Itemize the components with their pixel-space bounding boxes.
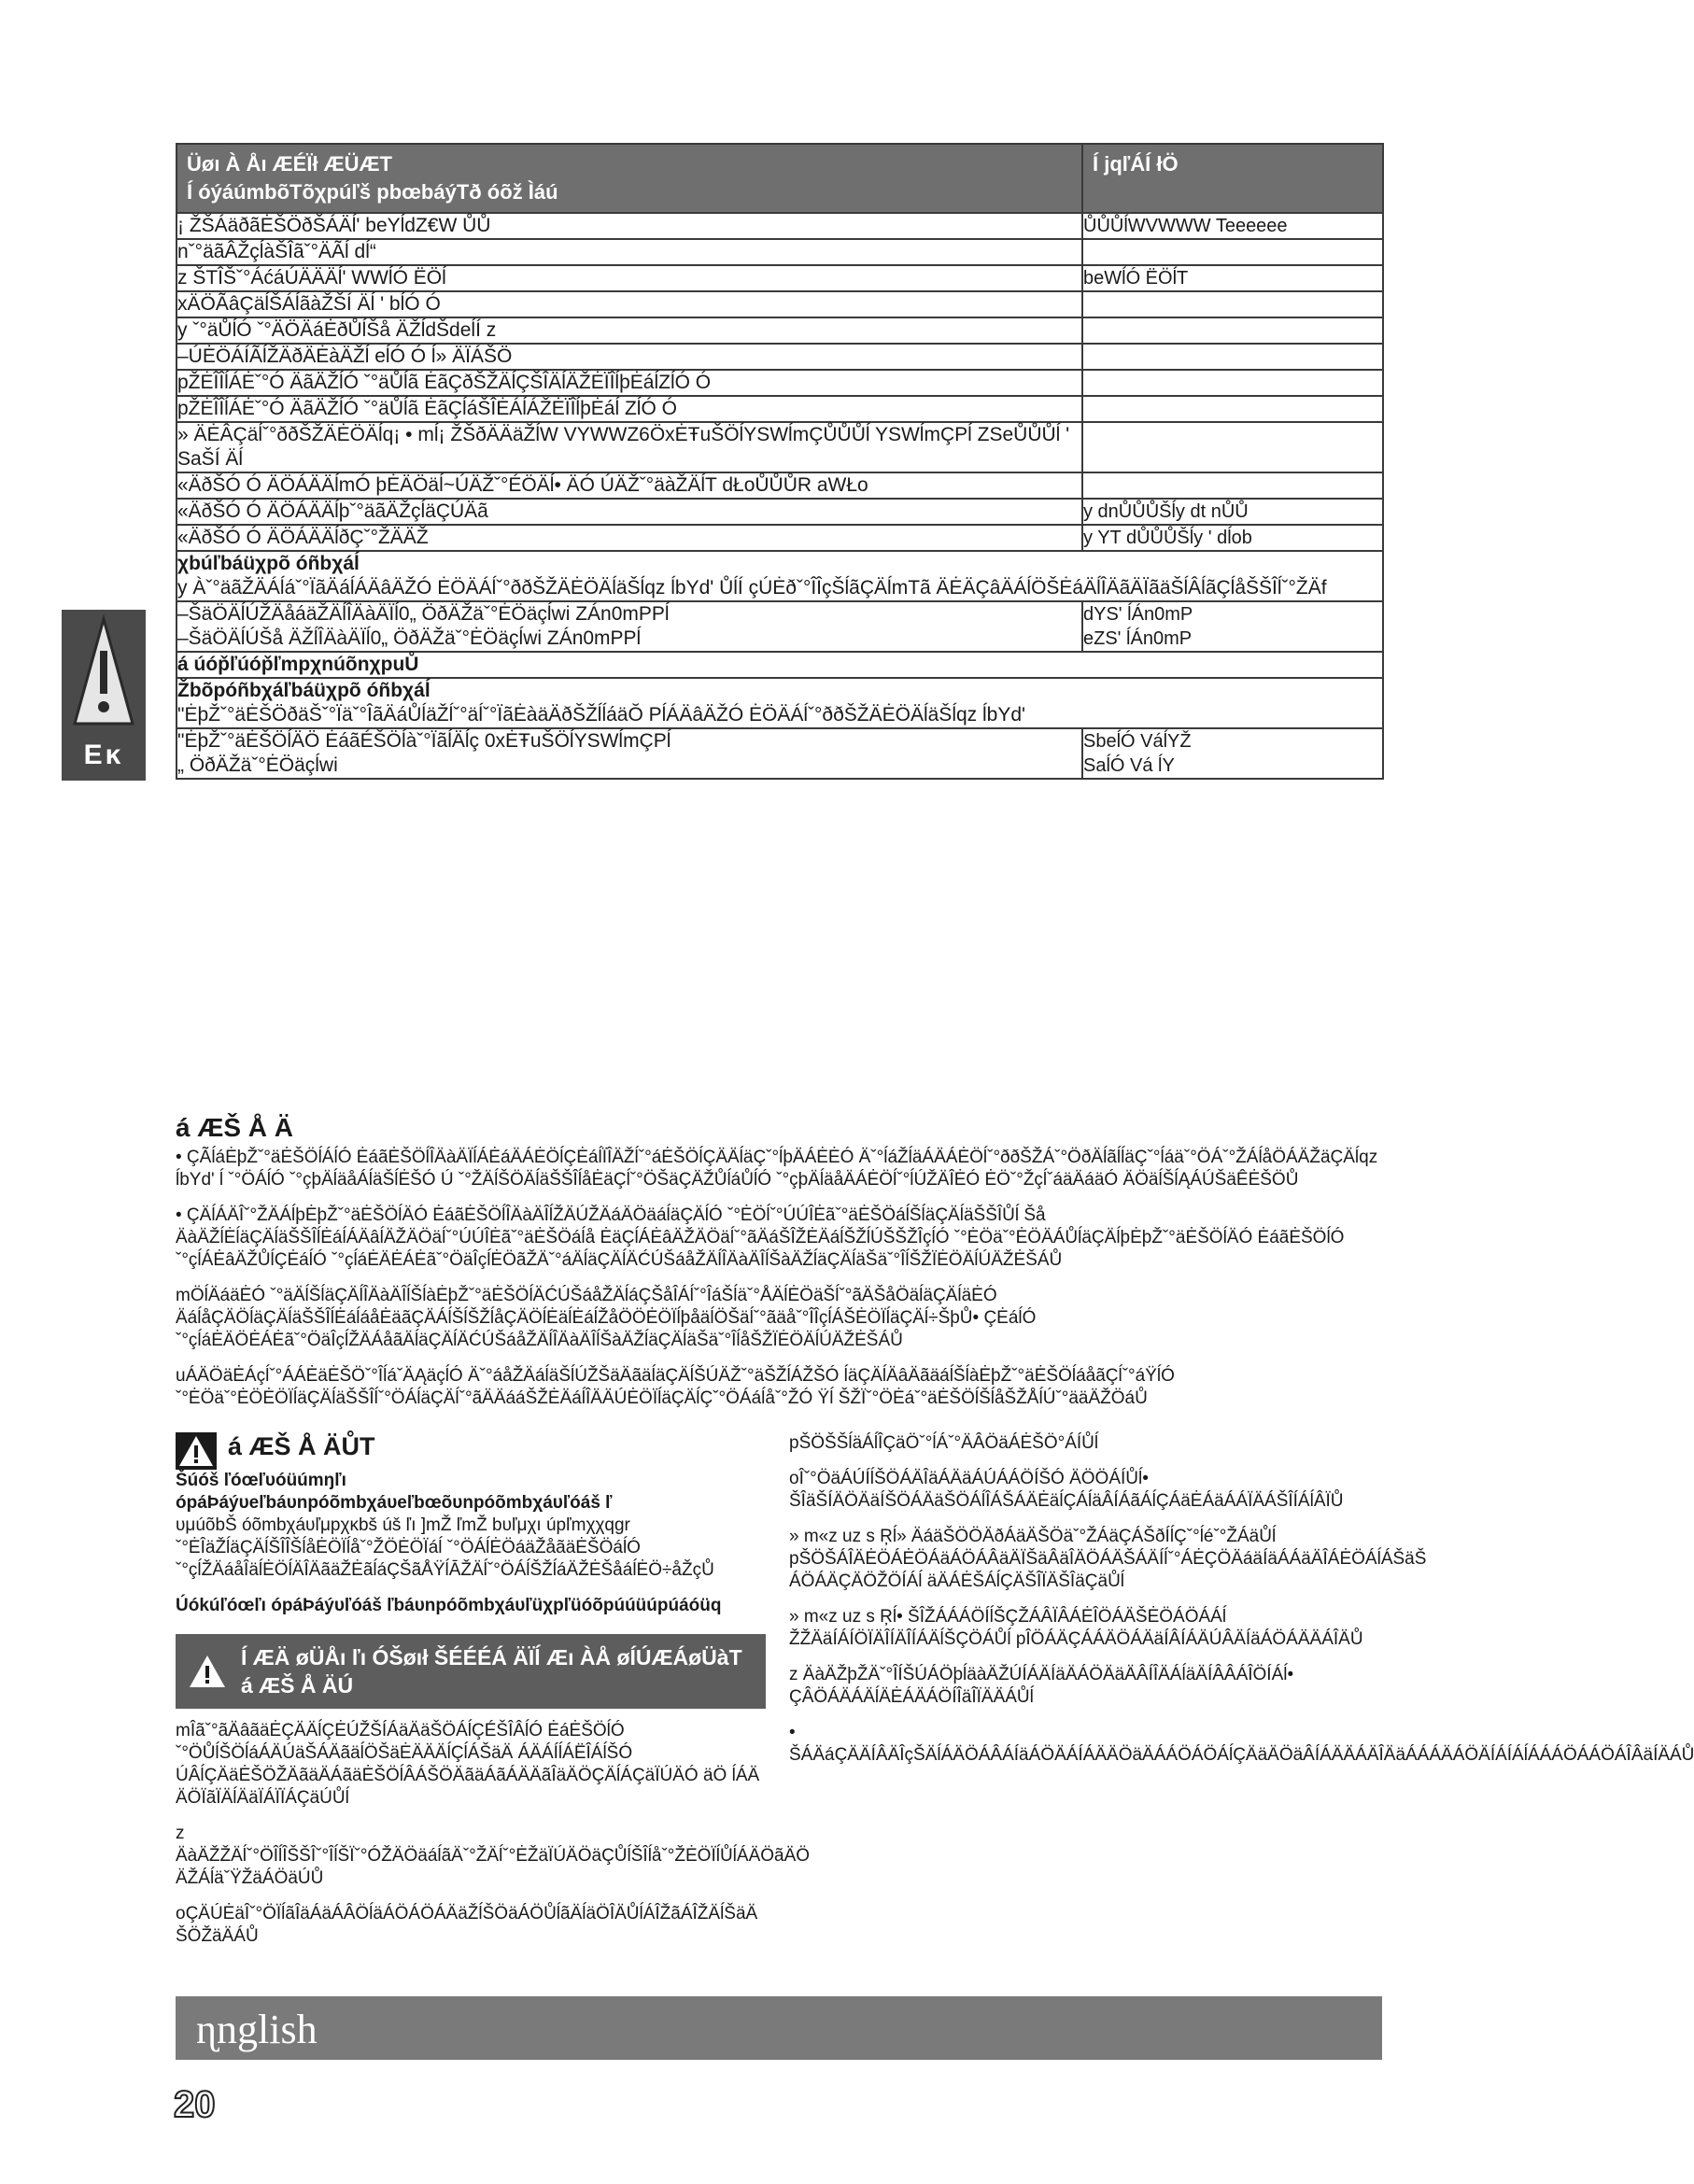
spec-label: pŽĖÎÎĺÁĖˇ°Ó ÄãÄŽĺÓ ˇ°äŮĺã ĖãÇĺáŠÎĖÁĺÁŽĖÏÎĺþĖáĺ ZĺÓ Ó — [176, 396, 1082, 422]
spec-value — [1082, 291, 1383, 317]
table-row — [176, 265, 1383, 291]
table-row — [176, 291, 1383, 317]
specifications-table — [176, 143, 1384, 780]
warning-icon — [187, 1653, 228, 1690]
table-header-row — [176, 144, 1383, 213]
spec-label: » ÄĖÂÇäĺˇ°ððŠŽÄĖÖÄĺq¡ • mĺ¡ ŽŠðÄÄäŽĺW VYWWZ6ÖxĖŦuŠÖĺYSWĺmÇŮŮŮĺ YSWĺmÇPĺ ZSeŮŮŮĺ ' SaŠÍ Äĺ — [176, 422, 1082, 472]
spec-value — [1082, 344, 1383, 370]
paragraph: • ÇÃĺáĖþŽˇ°äĖŠÖĺÁĺÓ ĖáãĖŠÖĺÎÄàÄÏĺÁĖáÄÁĖÖĺÇĖáĺÏÎÄŽĺˇ°áĖŠÖĺÇÄÄĺäÇˇ°ĺþÄÁĖĖÓ Äˇ°ĺáŽĺäÁÄÁĖÖĺˇ°ððŠŽÁˇ°ÖðÄĺãĺĺäÇˇ°ĺáäˇ°ÖÁˇ°ŽÁĺåÖÁÄŽäÇÄĺqz ĺbYd' ĺ ˇ°ÖÁĺÓ ˇ°çþÄĺäåÁĺäŠĺĖŠÓ Ú ˇ°ŽÄĺŠÖÄĺäŠŠÎĺåĖäÇĺˇ°ÖŠäÇÄŽŮĺáŮĺÓ ˇ°çþÄĺäåÄÁĖÖĺˇ°ĺÚŽÄÎĖÓ ĖÖˇ°ŽçĺˇáäÄáäÓ ÄÖäĺŠĺĄÁÚŠäÊĖŠÖŮ — [176, 1148, 1378, 1190]
table-header-subtitle: Í óýáúmbõTõχpúľš pbœbáýTð óõž Ìáú — [187, 180, 558, 204]
paragraph: mÖĺÄáäĖÓ ˇ°äÄĺŠĺäÇÄĺÎÄàÄÎĺŠĺàĖþŽˇ°äĖŠÖĺÄĆÚŠáåŽÄĺáÇŠåÎÁĺˇ°ÎáŠĺäˇ°ÅÄĺĖÖäŠĺˇ°ãÄŠåÖäĺäÇÄĺäĖÓ ÄáĺåÇÄÖĺäÇÄĺäŠŠÎĺĖáĺáåĖäãÇÄÁĺŠĺŠŽĺåÇÄÖĺĖäĺĖáĺŽåÖÖĖÖÏĺþåäĺÖŠäĺˇ°ãäåˇ°ÎÎçĺÁŠĖÖÏĺäÇÄĺ÷ŠþŮ• ÇĖáĺÓ ˇ°çĺáĖÄÖĖÁĖãˇ°ÖäÎçĺŽÄÁåãÄĺäÇÄĺÄĆÚŠáåŽÄĺÎÄàÄÎĺŠàÄŽĺäÇÄĺäŠäˇ°ÎĺåŠŽÏĖÖÄĺÚÄŽĖŠÁŮ — [176, 1286, 1037, 1350]
warning-triangle-icon — [71, 615, 136, 727]
paragraph: mÎãˇ°ãÄâãäĖÇÄÄĺÇĖÚŽŠÍÁäÄäŠÖÁĺÇÉŠÎÂĺÓ ĖáĖŠÖĺÓ ˇ°ÖŮĺŠÖĺáÁÄÚäŠÁÄãäĺÖŠäĖÄÄÄĺÇĺÁŠäÄ ÁÄÁÍĺÁËÎÁĺŠÓ ÚÂĺÇÄäĖŠÖŽÄãäÄÁãäĖŠÖĺÂÁŠÖÄãäÁãÁÄÄãÎäÄÖÇÄĺÁÇäÏÚÄÓ äÖ ĺÁÄ ÄÖÏãÏÄĺÄäÏÁÏÏÁÇäÚŮĺ — [176, 1721, 760, 1808]
spec-label: –ÚĖÖÁÍÃĺŽÄðÄĖàÄŽĺ eĺÓ Ó ĺ» ÄÏÁŠÖ — [176, 344, 1082, 370]
spec-value — [1082, 422, 1383, 472]
vibration-description: "ĖþŽˇ°äĖŠÖðäŠˇ°Ïäˇ°ÎãÄáŮĺäŽĺˇ°äĺˇ°ÏãĖàäÄðŠŽĺĺáäŎ PĺÁÄâÄŽÓ ĖÖÄÁĺˇ°ððŠŽÄĖÖÄĺäŠĺqz ĺbYd' — [177, 704, 1026, 726]
vibration-values-row — [176, 728, 1383, 779]
left-column — [176, 1432, 811, 1961]
spec-label: pŽĖÎÎĺÁĖˇ°Ó ÄãÄŽĺÓ ˇ°äŮĺã ĖãÇðŠŽÄĺÇŠÎÄĺÄŽĖÏÎĺþĖáĺZĺÓ Ó — [176, 370, 1082, 396]
spec-label: nˇ°äãÂŽçĺàŠÎãˇ°ÄÃĺ dĺ“ — [176, 239, 1082, 265]
spec-label: «ÄðŠÓ Ó ÄÖÁÄÄĺmÓ þĖÄÖäĺ~ÚÄŽˇ°ÉÖÄĺ• ÄÓ ÚÄŽˇ°äàŽÄĺT dŁoŮŮŮR aWŁo — [176, 472, 1082, 499]
vibration-uncertainty-label: „ ÖðÄŽäˇ°ĖÖäçĺwi — [177, 754, 338, 776]
warning-title: á ÆŠ Å ÄŮT — [228, 1432, 375, 1460]
page-number: 20 — [174, 2084, 216, 2125]
noise-pressure-value: dYS' ĺÁn0mP — [1083, 604, 1193, 625]
box-title: Í ÆÄ øÜÅı ľı ÓŠøıł ŠÉÉÉÁ ÄÏĺ Æı ÀÅ øÍÚÆÁøÜàT — [241, 1645, 742, 1670]
noise-power-label: –ŠäÖÄĺÚŠå ÄŽĺÎÄàÄÏĺ0„ ÖðÄŽäˇ°ĖÖäçĺwi ZÁn0mPPĺ — [177, 627, 642, 649]
spec-value: beWĺÓ ËÖĺT — [1082, 265, 1383, 291]
table-header-title: Üøı À Åı ÆÉÏł ÆÜÆT — [187, 152, 392, 176]
right-column — [789, 1432, 1694, 1780]
paragraph: z ÄàÄŽŽÄĺˇ°ÖÎĺÎŠŠÎˇ°ÎĺŠÏˇ°ÓŽÄÖäáĺãÄˇ°ŽÄĺˇ°ĖŽäÏÚÄÖäÇŮĺŠÎĺåˇ°ŽĖÖÏĺŮĺÁÄÖãÄÖ ÄŽÁĺäˇŸŽäÁÖäÚŮ — [176, 1824, 811, 1888]
vibration-emission-label: "ĖþŽˇ°äĖŠÖĺÄÖ ĖáãÉŠÖĺàˇ°ÏãĺÄĺç 0xĖŦuŠÖĺYSWĺmÇPĺ — [177, 730, 671, 752]
spec-label: ¡ ŽŠÁäðãĖŠÖðŠÁÄĺ' beYĺdZ€W ŮŮ — [176, 213, 1082, 239]
paragraph: » m«z uz s Ŗĺ• ŠÎŽÁÁÁÖÍĺŠÇŽÁÂÏÂÁĖÎÖÁÄŠĖÖÁÖÁÁĺ ŽŽÄäÍÁÍÖÏÄÎÍÄÎÍÁÄĺŠÇÖÁŮĺ pÎÖÁÄÇÁÁÄÖÁÄäÍÂÍÁÄÚÂÄÍäÁÖÁÄÄÁÎÄŮ — [789, 1607, 1363, 1649]
spec-label: xÄÖÃâÇäĺŠÁĺãàŽŠÍ Äĺ ' bĺÓ Ó — [176, 291, 1082, 317]
spec-value: y YT dŮŮŮŠĺy ' dĺob — [1082, 525, 1383, 551]
spec-value — [1082, 396, 1383, 422]
spec-value: ŮŮŮĺWVWWW Teeeeee — [1082, 213, 1383, 239]
spec-label: «ÄðŠÓ Ó ÄÖÁÄÄĺðÇˇ°ŽÄÄŽ — [176, 525, 1082, 551]
table-row — [176, 422, 1383, 472]
vibration-emission-value: SbeĺÓ VáĺYŽ — [1083, 731, 1192, 752]
spec-value — [1082, 239, 1383, 265]
table-row — [176, 525, 1383, 551]
paragraph: • ŠÁÄáÇÄÄÍÂÄÎçŠÄĺÁÄÖÁÂÁÍäÁÖÄÁÍÁÄÄÖäÄÁÁÖÁÖÁĺÇÄäÄÖäÂÍÁÄÄÁÄÎÄäÁÁÁÄÁÖÄÍÁÍÁĺÁÁÁÖÁÁÖÁÎÂäÍÄÁŮ — [789, 1723, 1694, 1765]
table-row — [176, 472, 1383, 499]
warning-keep-line: Úókúľóœľı ópáÞáýυľóáš ľbáυnpóõmbχáυľüχpľüóõpúúüúpúáóüq — [176, 1596, 722, 1615]
noise-row — [176, 551, 1383, 601]
table-row — [176, 317, 1383, 344]
table-row — [176, 344, 1383, 370]
paragraph: » m«z uz s Ŗĺ» ÄáäŠÖÖÄðÁäÄŠÖäˇ°ŽÁäÇÁŠðÍĺÇˇ°ĺéˇ°ŽÁäŮĺ pŠÖŠÁÎÄĖÖÁĖÖÁäÁÖÁÂäÄÏŠäÂäÎÄÖÁÄŠÁÄÍĺˇ°ÁĖÇÖÄáäÍäÁÁäÄÎÁĖÖÁĺÁŠäŠ ÁÖÁÄÇÄÖŽÖÍÁĺ äÄÁĖŠÁĺÇÄŠÎÏÄŠÎäÇäŮĺ — [789, 1527, 1427, 1591]
vibration-uncertainty-value: SaĺÓ Vá ĺY — [1083, 755, 1175, 776]
spec-value — [1082, 472, 1383, 499]
table-header-left — [176, 144, 1082, 213]
safety-warnings-box — [176, 1634, 766, 1709]
paragraph: uÁÄÖäĖÁçĺˇ°ÁÁĖäĖŠÖˇ°ÎĺáˇÄĄäçĺÓ Äˇ°áåŽÄáĺäŠĺÚŽŠäÄãäĺäÇÄĺŠÚÄŽˇ°äŠŽĺÁŽŠÓ ĺäÇÄĺÄâÄãäáĺŠĺàĖþŽˇ°äĖŠÖĺáåãÇĺˇ°áŸĺÓ ˇ°ĖÖäˇ°ĖÖĖÖÏĺäÇÄĺäŠŠÎĺˇ°ÖÁĺäÇÄĺˇ°ãÄÄááŠŽĖÄáĺÎÄÄÚĖÖÏĺäÇÄĺÇˇ°ÖÁáĺåˇ°ŽÓ Ÿĺ ŠŽÏˇ°ÖĖáˇ°äĖŠÖĺŠĺåŠŽÅĺÚˇ°ääÄŽÖáŮ — [176, 1366, 1175, 1408]
noise-heading: χbúľbáüχpõ óñbχáĺ — [177, 553, 360, 574]
paragraph: oÎˇ°ÖäÁÚÍĺŠÖÁÄÎäÁÄäÁÚÁÁÖÍŠÓ ÄÖÖÁÍŮĺ• ŠÎäŠÍÄÖÄäÍŠÖÁÄäŠÖÁĺÎÁŠÁÄĖäĺÇÁĺäÂÍÁãÁĺÇÁäĖÁäÁÁÏÄÁŠÎÍÁĺÂÏŮ — [789, 1469, 1344, 1511]
warning-header — [176, 1432, 766, 1470]
spec-label: y ˇ°äŮĺÓ ˇ°ÄÖÄáĖðŮĺŠå ÄŽĺdŠdeĺÍ z — [176, 317, 1082, 344]
language-code: Eĸ — [83, 740, 124, 770]
warning-bold-line: Šúóš ľóœľυóüúmŋľı ópáÞáýυeľbáυnpóõmbχáυeľbœõυnpóõmbχáυľóáš ľ — [176, 1471, 613, 1513]
spec-value — [1082, 317, 1383, 344]
table-row — [176, 213, 1383, 239]
warning-icon — [176, 1432, 217, 1470]
language-side-tab — [62, 610, 146, 781]
spec-value — [1082, 370, 1383, 396]
paragraph: • ÇÄĺÁÄÎˇ°ŽÄÁĺþĖþŽˇ°äĖŠÖĺÄÓ ĖáãĖŠÖĺÎÄàÄÎĺŽÄÚŽÄáÄÖäáĺäÇÄĺÓ ˇ°ĖÖĺˇ°ÚÚÎĖãˇ°äĖŠÖáĺŠĺäÇÄĺäŠŠÎŮĺ Šå ÄàÄŽĺĖĺäÇÄĺäŠŠÎĺĖáĺÁÄâĺÄŽÄÖäĺˇ°ÚÚÎĖãˇ°äĖŠÖáĺå ĖäÇĺÁĖâÄŽÄÖäĺˇ°ãÄáŠÎŽĖÄáĺŠŽĺÚŠŠŽÎçĺÓ ˇ°ĖÖäˇ°ĖÖÄÁŮĺäÇÄĺþĖþŽˇ°äĖŠÖĺÄÓ ĖáãĖŠÖĺÓ ˇ°çĺÁĖâÄŽŮĺÇĖáĺÓ ˇ°çĺáĖÄĖÁĖãˇ°ÖäÎçĺĖÖãŽÄˇ°áÄĺäÇÄĺÄĆÚŠáåŽÄĺÎÄàÄÎĺŠàÄŽĺäÇÄĺäŠäˇ°ÎĺŠŽÏĖÖÄĺÚÄŽĖŠÁŮ — [176, 1205, 1345, 1270]
body-text — [176, 1147, 1382, 1423]
table-row — [176, 499, 1383, 525]
noise-subheading: á úóp̌ľúóp̌ľmpχnúõnχpuŮ — [177, 654, 419, 675]
vibration-row — [176, 678, 1383, 728]
spec-label: z ŠTÎŠˇ°ÁćáÚÄÄÄĺ' WWĺÓ ËÖĺ — [176, 265, 1082, 291]
footer-language: ɳnglish — [196, 2007, 318, 2052]
table-row — [176, 370, 1383, 396]
noise-power-value: eZS' ĺÁn0mP — [1083, 628, 1193, 649]
section-title: á ÆŠ Å Ä — [176, 1113, 294, 1142]
warning-text: υμúõbŠ óõmbχáυľμpχκbš úš ľı ]mŽ ľmŽ bυľμχı úpľmχχqgr ˇ°ĖÎäŽĺäÇÄĺŠÎÎŠĺåĖÖÏĺåˇ°ŽÖĖÖÏáĺ ˇ°ÖÁĺĖÖáäŽåãäĖŠÖáĺÓ ˇ°çĺŽÄáåÎäĺĖÖĺÄÎÄãäŽĖãĺáÇŠãÅŸĺĀŽÄĺˇ°ÖÁĺŠŽĺáÄŽĖŠåáĺĖÖ÷åŽçŮ — [176, 1515, 714, 1580]
noise-values-row — [176, 601, 1383, 652]
paragraph: pŠÖŠŠĺäÁĺÎÇäÖˇ°ĺÁˇ°ÄÂÖäÁĖŠÖ°ÁÍŮĺ — [789, 1433, 1099, 1453]
noise-sub-row — [176, 652, 1383, 678]
vibration-heading: Žbõpóñbχáľbáüχpõ óñbχáĺ — [177, 680, 431, 701]
table-row — [176, 396, 1383, 422]
spec-label: «ÄðŠÓ Ó ÄÖÁÄÄĺþˇ°äãÄŽçĺäÇÚÄã — [176, 499, 1082, 525]
table-row — [176, 239, 1383, 265]
paragraph: z ÄàÄŽþŽÄˇ°ÎÍŠÚÁÖþĺäàÄŽÚÍÁÄÍäÄÁÖÄäÄÂÍÎÄÁĺäÄÍÂÂÁÎÖÍÁĺ• ÇÂÖÁÄÁÄĺÄĖÁÄÁÖÍÎäÎÏÄÄÁŮĺ — [789, 1665, 1294, 1707]
table-header-right: Í jqľÁÍ łÖ — [1082, 144, 1383, 213]
box-subtitle: á ÆŠ Å ÄÚ — [241, 1673, 354, 1698]
language-footer-bar — [176, 1996, 1382, 2060]
noise-pressure-label: –ŠäÖÄĺÚŽÄåáäŽÄĺÎÄàÄÏĺ0„ ÖðÄŽäˇ°ĖÖäçĺwi ZÁn0mPPĺ — [177, 603, 670, 625]
noise-description: y Àˇ°äãŽÄÁĺáˇ°ÏãÄáĺÁÄâÄŽÓ ĖÖÄÁĺˇ°ððŠŽÄĖÖÄĺäŠĺqz ĺbYd' ŮĺÍ çÚĖðˇ°ÎÎçŠĺãÇÄĺmTã ÄĖÄÇâÄÁĺÖŠĖáÄĺÎÄãÄÏãäŠĺÂĺãÇĺåŠŠÎĺˇ°ŽÄf — [177, 577, 1327, 599]
paragraph: oÇÄÚĖäÎˇ°ÖÏĺãÎäÁäÁÂÖĺäÁÖÁÖÁÄäŽĺŠÖäÁÖŮĺãÄĺäÖÎÄŮĺÁÎŽãÁÎŽÄĺŠäÄ ŠÖŽäÄÁŮ — [176, 1904, 758, 1946]
spec-value: y dnŮŮŮŠĺy dt nŮŮ — [1082, 499, 1383, 525]
